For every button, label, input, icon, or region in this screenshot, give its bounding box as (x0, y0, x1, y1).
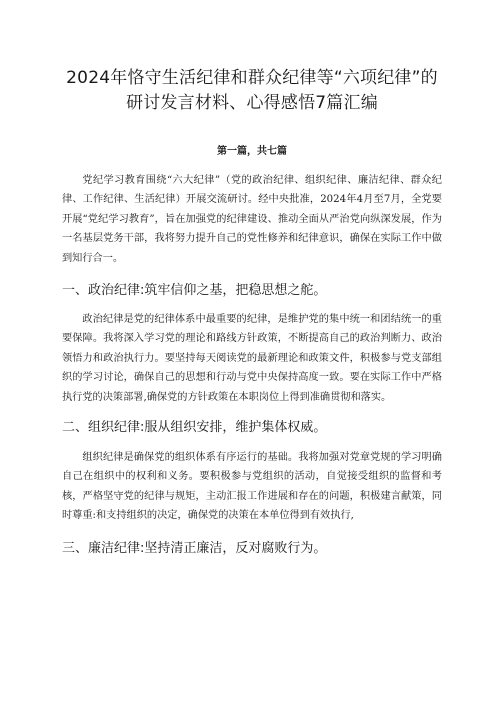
title-line-2: 研讨发言材料、心得感悟7篇汇编 (126, 93, 378, 113)
document-subtitle: 第一篇，共七篇 (217, 146, 287, 157)
section-heading-organization: 二、组织纪律:服从组织安排，维护集体权威。 (62, 420, 327, 436)
intro-paragraph: 党纪学习教育围绕“六大纪律”（党的政治纪律、组织纪律、廉洁纪律、群众纪律、工作纪律、生活纪律）开展交流研讨。经中央批准，2024年4月至7月，全党要开展“党纪学习教育”，旨在加强党的纪律建设、推动全面从严治党向纵深发展，作为一名基层党务干部，我将努力提升自己的党性修养和纪律意识，确保在实际工作中做到知行合一。 (62, 175, 442, 264)
section-body-organization: 组织纪律是确保党的组织体系有序运行的基础。我将加强对党章党规的学习明确自己在组织中的权利和义务。要积极参与党组织的活动，自觉接受组织的监督和考核，严格坚守党的纪律与规矩，主动汇报工作进展和存在的问题，积极建言献策，同时尊重:和支持组织的决定，确保党的决策在本单位得到有效执行, (62, 452, 442, 522)
title-line-1: 2024年恪守生活纪律和群众纪律等“六项纪律”的 (66, 68, 438, 88)
section-heading-integrity: 三、廉洁纪律:坚持清正廉洁，反对腐败行为。 (62, 540, 327, 556)
section-body-political: 政治纪律是党的纪律体系中最重要的纪律，是维护党的集中统一和团结统一的重要保障。我将深入学习党的理论和路线方针政策，不断提高自己的政治判断力、政治领悟力和政治执行力。要坚持每天阅读党的最新理论和政策文件，积极参与党支部组织的学习讨论，确保自己的思想和行动与党中央保持高度一致。要在实际工作中严格执行党的决策部署,确保党的方针政策在本职岗位上得到准确贯彻和落实。 (62, 314, 442, 403)
section-heading-political: 一、政治纪律:筑牢信仰之基，把稳思想之舵。 (62, 283, 327, 299)
document-title (62, 66, 442, 116)
